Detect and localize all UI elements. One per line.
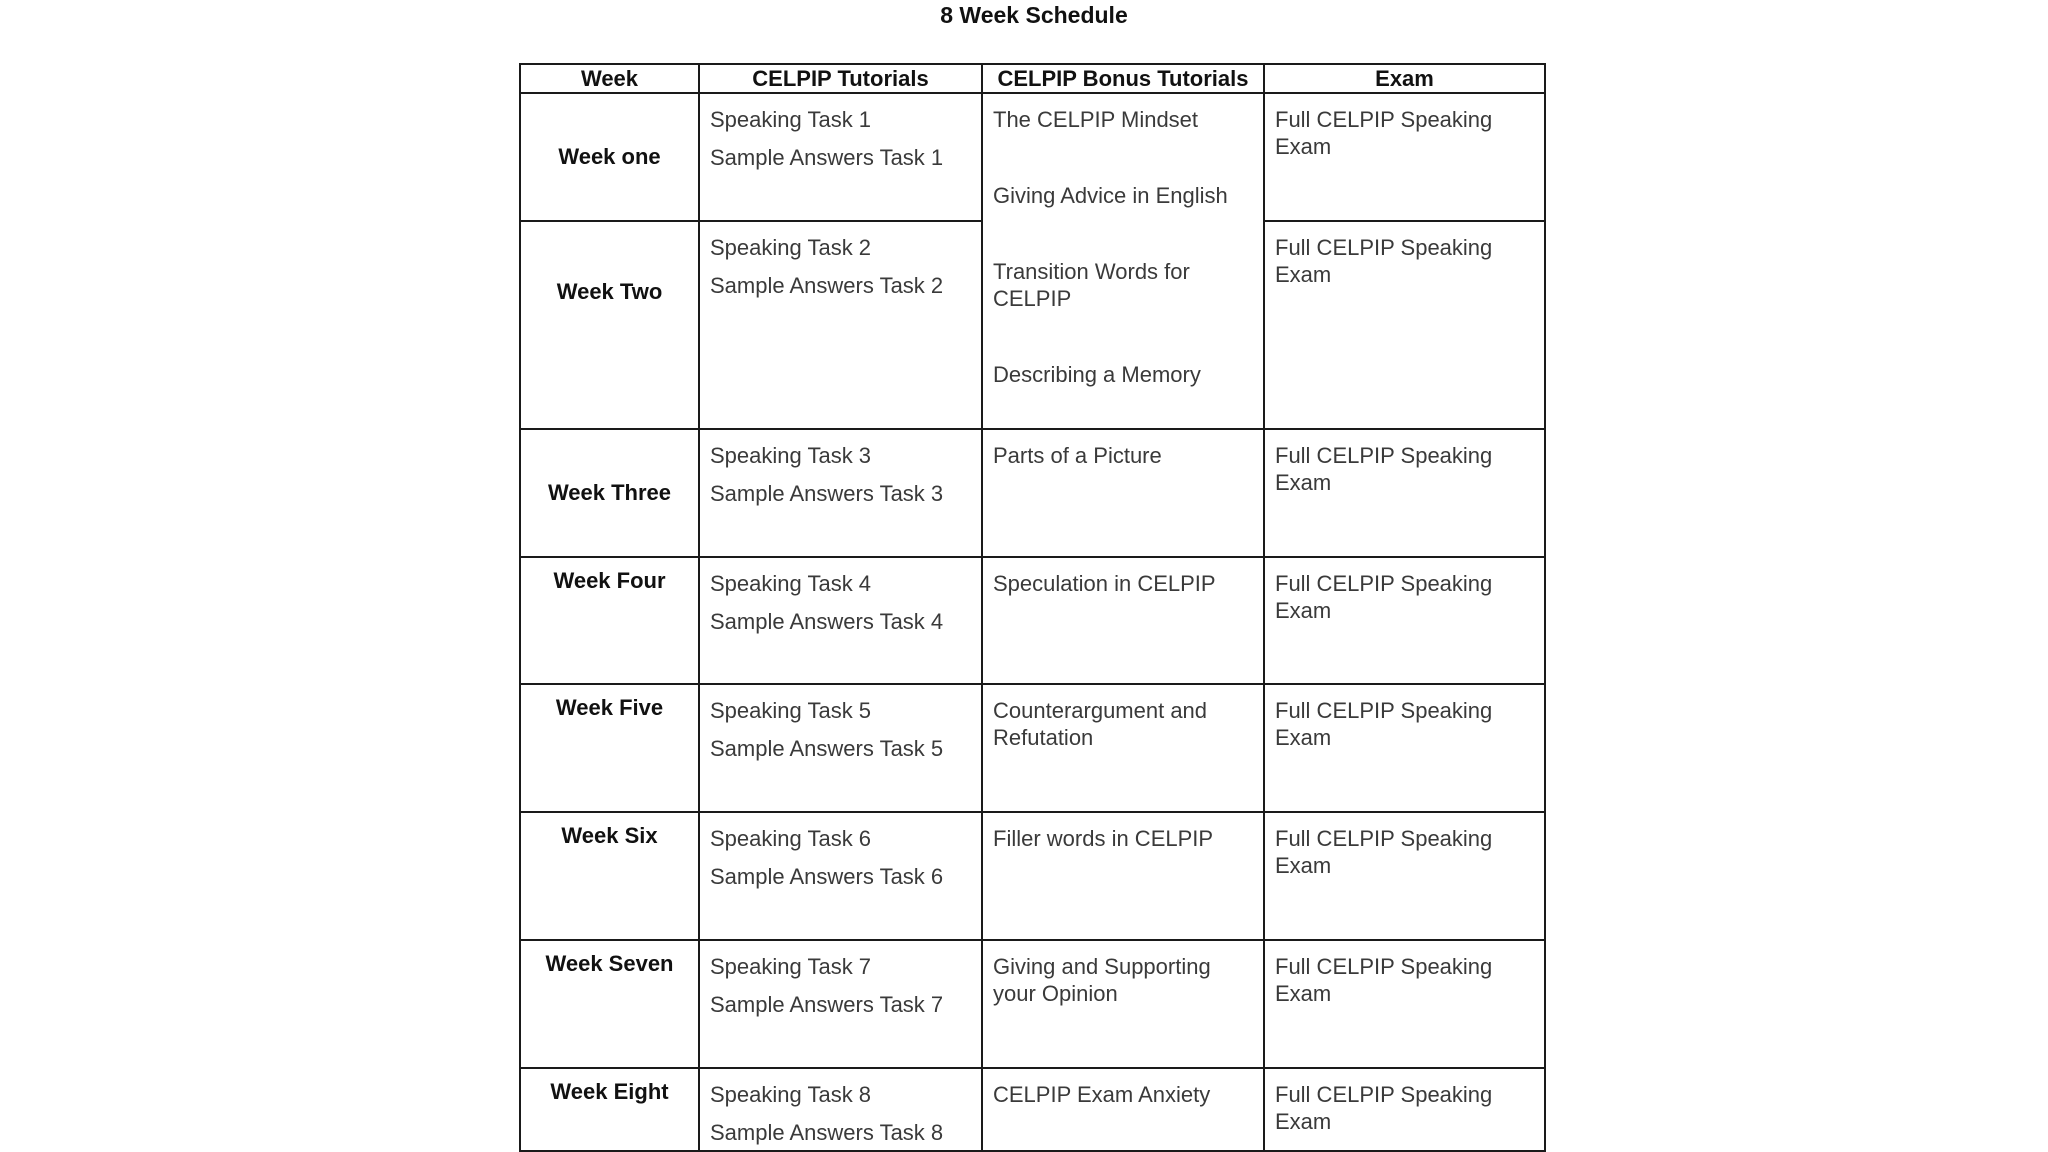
bonus-item: Describing a Memory [993,362,1201,387]
exam-cell: Full CELPIP Speaking Exam [1264,429,1545,557]
table-row [520,1068,1545,1151]
tutorial-item: Speaking Task 5 [710,698,872,723]
header-celpip-tutorials: CELPIP Tutorials [699,64,982,93]
tutorial-item: Speaking Task 2 [710,235,872,260]
tutorials-cell [699,221,982,429]
bonus-tutorials-cell: Filler words in CELPIP [982,812,1264,940]
tutorials-cell [699,1068,982,1151]
table-row [520,557,1545,684]
exam-cell: Full CELPIP Speaking Exam [1264,93,1545,221]
table-row [520,940,1545,1068]
exam-cell: Full CELPIP Speaking Exam [1264,557,1545,684]
bonus-tutorials-cell: Giving and Supporting your Opinion [982,940,1264,1068]
bonus-tutorials-cell: Counterargument and Refutation [982,684,1264,812]
tutorial-item: Sample Answers Task 3 [710,481,944,506]
tutorial-item: Speaking Task 8 [710,1082,872,1107]
week-label: Week Seven [520,940,699,1068]
tutorial-item: Speaking Task 3 [710,443,872,468]
bonus-item: Giving Advice in English [993,183,1228,208]
week-label: Week Eight [520,1068,699,1151]
table-row [520,429,1545,557]
week-label: Week Three [520,429,699,557]
tutorial-item: Sample Answers Task 8 [710,1120,944,1145]
week-label: Week Six [520,812,699,940]
exam-cell: Full CELPIP Speaking Exam [1264,684,1545,812]
header-exam: Exam [1264,64,1545,93]
tutorial-item: Sample Answers Task 7 [710,992,944,1017]
exam-cell: Full CELPIP Speaking Exam [1264,940,1545,1068]
bonus-item: Transition Words for CELPIP [993,259,1190,311]
week-label: Week Four [520,557,699,684]
tutorial-item: Speaking Task 7 [710,954,872,979]
tutorials-cell [699,812,982,940]
schedule-table [519,63,1546,1152]
week-label: Week one [520,93,699,221]
tutorial-item: Speaking Task 1 [710,107,872,132]
bonus-tutorials-cell: Parts of a Picture [982,429,1264,557]
tutorials-cell [699,940,982,1068]
week-label: Week Two [520,221,699,429]
exam-cell: Full CELPIP Speaking Exam [1264,1068,1545,1151]
tutorial-item: Speaking Task 6 [710,826,872,851]
tutorials-cell [699,93,982,221]
bonus-tutorials-cell [982,93,1264,429]
tutorial-item: Sample Answers Task 6 [710,864,944,889]
bonus-tutorials-cell: CELPIP Exam Anxiety [982,1068,1264,1151]
table-row [520,812,1545,940]
tutorials-cell [699,557,982,684]
table-row [520,93,1545,221]
header-week: Week [520,64,699,93]
bonus-tutorials-cell: Speculation in CELPIP [982,557,1264,684]
exam-cell: Full CELPIP Speaking Exam [1264,812,1545,940]
tutorial-item: Sample Answers Task 1 [710,145,944,170]
bonus-item: The CELPIP Mindset [993,107,1199,132]
tutorials-cell [699,684,982,812]
week-label: Week Five [520,684,699,812]
exam-cell: Full CELPIP Speaking Exam [1264,221,1545,429]
tutorial-item: Sample Answers Task 2 [710,273,944,298]
tutorials-cell [699,429,982,557]
table-row [520,684,1545,812]
document-title: 8 Week Schedule [940,2,1128,28]
tutorial-item: Speaking Task 4 [710,571,872,596]
tutorial-item: Sample Answers Task 4 [710,609,944,634]
header-celpip-bonus-tutorials: CELPIP Bonus Tutorials [982,64,1264,93]
header-row [520,64,1545,93]
tutorial-item: Sample Answers Task 5 [710,736,944,761]
